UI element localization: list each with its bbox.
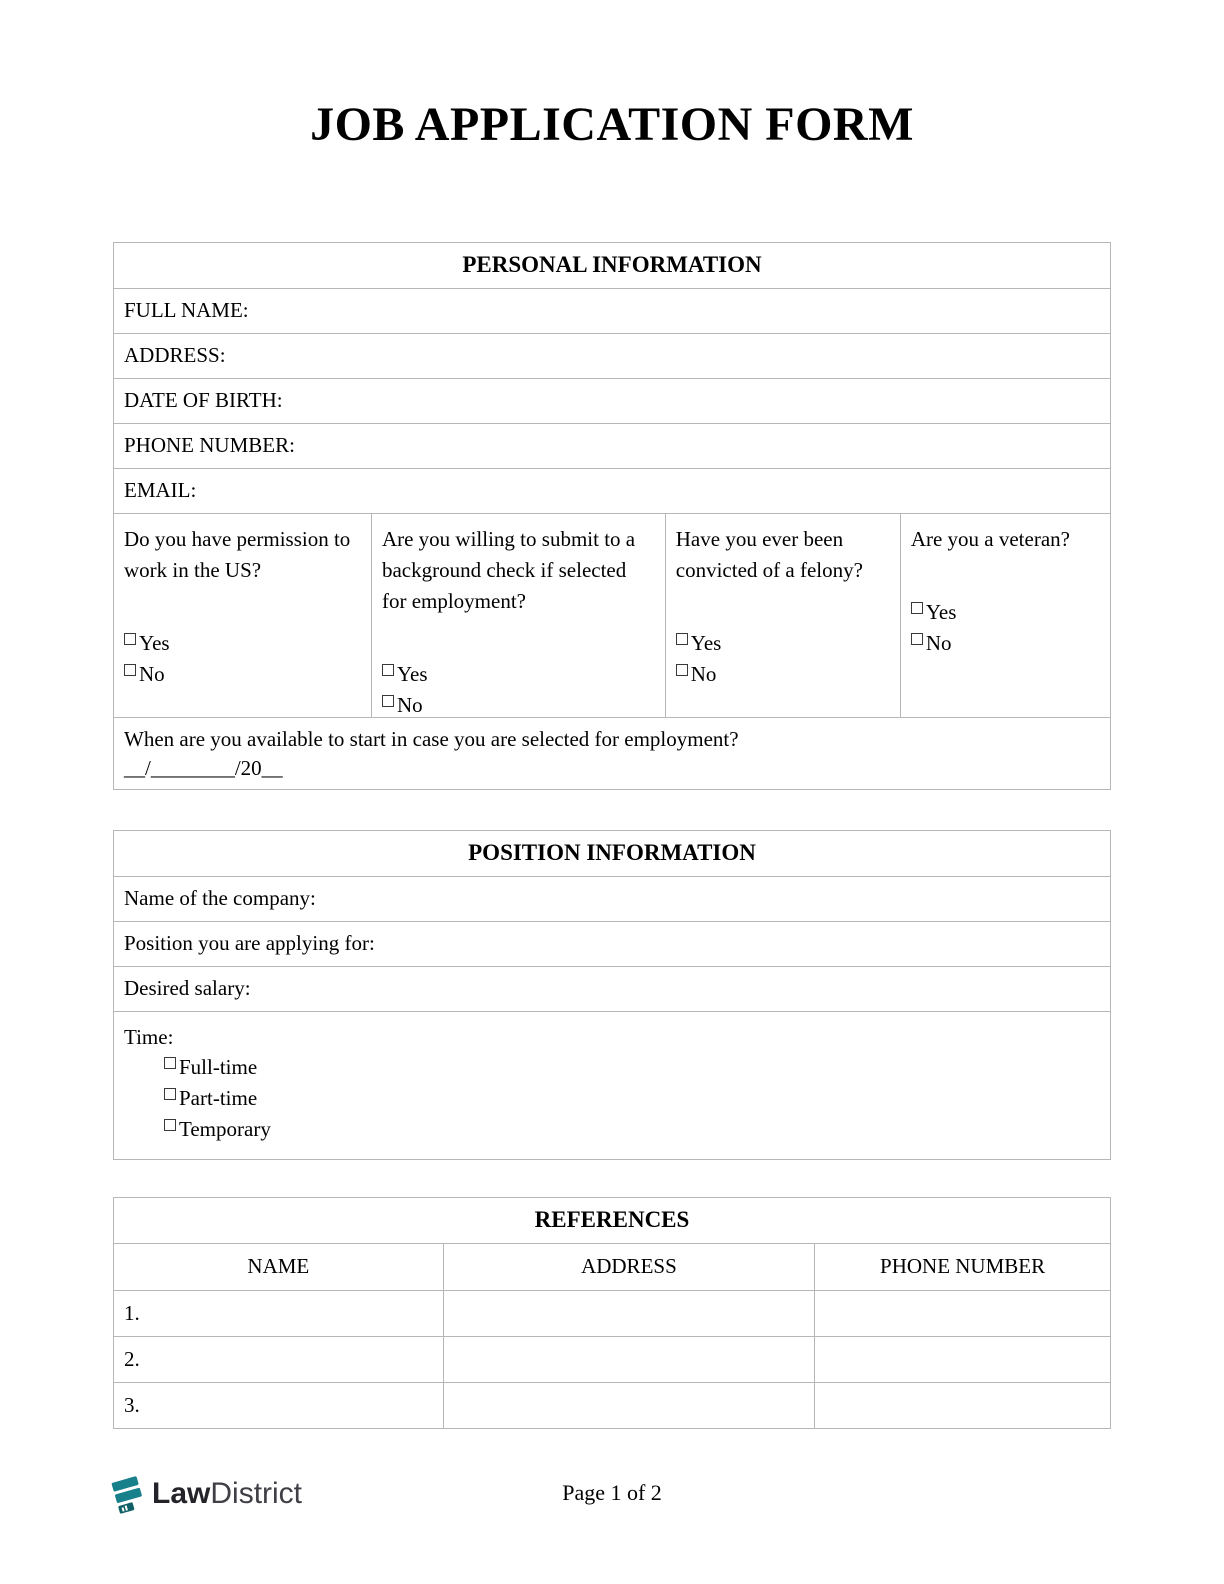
availability-date-blank[interactable]: __/________/20__ (124, 755, 283, 780)
references-header: REFERENCES (534, 1207, 690, 1233)
question-work-permission (114, 514, 371, 717)
checkbox-felony-no[interactable] (676, 664, 688, 676)
references-column-header-row (114, 1243, 1110, 1290)
page-number: Page 1 of 2 (562, 1480, 662, 1505)
position-applying-label: Position you are applying for: (124, 931, 375, 956)
phone-number-label: PHONE NUMBER: (124, 433, 295, 458)
question-background-check-options (382, 659, 655, 717)
page-footer (0, 1472, 1224, 1516)
option-part-time: Part-time (164, 1083, 1100, 1114)
question-background-check (371, 514, 665, 717)
option-work-permission-yes: Yes (124, 628, 361, 659)
availability-question: When are you available to start in case you are selected for employment? (124, 726, 739, 751)
question-work-permission-text: Do you have permission to work in the US? (124, 526, 351, 582)
field-row-desired-salary[interactable] (114, 966, 1110, 1011)
references-column-address: ADDRESS (443, 1244, 815, 1290)
checkbox-temporary[interactable] (164, 1119, 176, 1131)
availability-row (114, 717, 1110, 789)
field-row-address[interactable] (114, 333, 1110, 378)
reference-1-number: 1. (124, 1300, 140, 1325)
option-veteran-no: No (911, 628, 1100, 659)
date-of-birth-label: DATE OF BIRTH: (124, 388, 283, 413)
checkbox-work-permission-yes[interactable] (124, 633, 136, 645)
reference-1-address-cell[interactable] (443, 1291, 815, 1336)
reference-row-3 (114, 1382, 1110, 1428)
field-row-date-of-birth[interactable] (114, 378, 1110, 423)
field-row-company-name[interactable] (114, 876, 1110, 921)
reference-1-phone-cell[interactable] (814, 1291, 1110, 1336)
option-felony-yes: Yes (676, 628, 890, 659)
references-column-name: NAME (247, 1254, 310, 1279)
time-options (164, 1052, 1100, 1145)
checkbox-veteran-no[interactable] (911, 633, 923, 645)
company-name-label: Name of the company: (124, 886, 316, 911)
option-veteran-yes: Yes (911, 597, 1100, 628)
page-title: JOB APPLICATION FORM (310, 98, 914, 151)
question-felony-text: Have you ever been convicted of a felony? (675, 526, 863, 582)
address-label: ADDRESS: (124, 343, 226, 368)
references-column-phone: PHONE NUMBER (814, 1244, 1110, 1290)
time-row (114, 1011, 1110, 1159)
personal-information-header: PERSONAL INFORMATION (462, 252, 762, 278)
option-background-check-yes: Yes (382, 659, 655, 690)
field-row-full-name[interactable] (114, 288, 1110, 333)
question-felony (665, 514, 900, 717)
checkbox-background-check-yes[interactable] (382, 664, 394, 676)
full-name-label: FULL NAME: (124, 298, 249, 323)
question-veteran (900, 514, 1110, 717)
eligibility-questions-row (114, 513, 1110, 717)
reference-2-name-cell[interactable] (114, 1337, 443, 1382)
reference-3-number: 3. (124, 1392, 140, 1417)
brand-district-text: District (210, 1477, 303, 1510)
checkbox-work-permission-no[interactable] (124, 664, 136, 676)
personal-information-table (113, 242, 1111, 790)
field-row-position-applying[interactable] (114, 921, 1110, 966)
question-work-permission-options (124, 628, 361, 690)
position-information-header: POSITION INFORMATION (468, 840, 756, 866)
desired-salary-label: Desired salary: (124, 976, 251, 1001)
checkbox-part-time[interactable] (164, 1088, 176, 1100)
reference-2-address-cell[interactable] (443, 1337, 815, 1382)
question-veteran-options (911, 597, 1100, 659)
field-row-phone-number[interactable] (114, 423, 1110, 468)
reference-3-phone-cell[interactable] (814, 1383, 1110, 1428)
reference-2-phone-cell[interactable] (814, 1337, 1110, 1382)
option-temporary: Temporary (164, 1114, 1100, 1145)
option-felony-no: No (676, 659, 890, 690)
checkbox-background-check-no[interactable] (382, 695, 394, 707)
question-veteran-text: Are you a veteran? (910, 526, 1070, 551)
checkbox-veteran-yes[interactable] (911, 602, 923, 614)
option-background-check-no: No (382, 690, 655, 717)
reference-3-name-cell[interactable] (114, 1383, 443, 1428)
references-table (113, 1197, 1111, 1429)
checkbox-full-time[interactable] (164, 1057, 176, 1069)
question-felony-options (676, 628, 890, 690)
position-information-table (113, 830, 1111, 1160)
reference-row-1 (114, 1290, 1110, 1336)
email-label: EMAIL: (124, 478, 197, 503)
brand-law-text: Law (152, 1477, 211, 1510)
option-work-permission-no: No (124, 659, 361, 690)
reference-row-2 (114, 1336, 1110, 1382)
field-row-email[interactable] (114, 468, 1110, 513)
time-label: Time: (124, 1024, 174, 1049)
question-background-check-text: Are you willing to submit to a background check if selected for employment? (381, 526, 636, 613)
checkbox-felony-yes[interactable] (676, 633, 688, 645)
option-full-time: Full-time (164, 1052, 1100, 1083)
reference-3-address-cell[interactable] (443, 1383, 815, 1428)
reference-1-name-cell[interactable] (114, 1291, 443, 1336)
reference-2-number: 2. (124, 1346, 140, 1371)
